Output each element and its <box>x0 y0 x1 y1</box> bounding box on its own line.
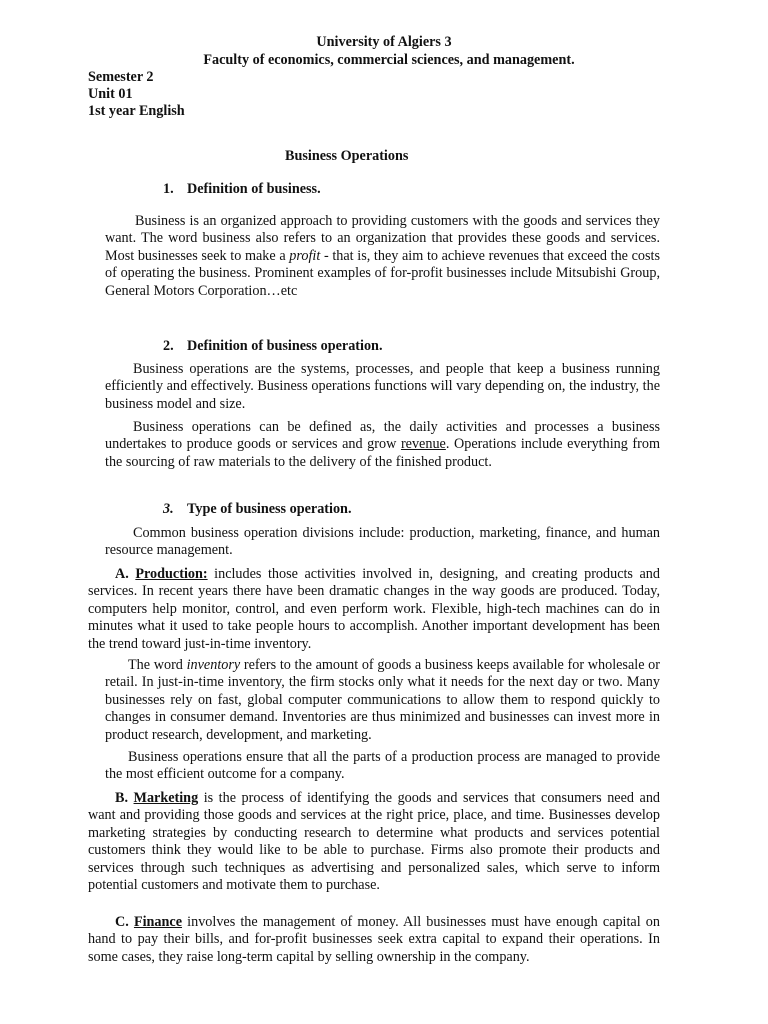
marketing-paragraph <box>88 790 660 894</box>
section3-intro: Common business operation divisions include: production, marketing, finance, and human resource management. <box>105 525 660 559</box>
document-title: Business Operations <box>285 148 409 164</box>
section1-heading <box>163 181 321 198</box>
level-label: 1st year English <box>88 103 185 119</box>
finance-term: Finance <box>133 914 183 930</box>
operations-ensure-paragraph: Business operations ensure that all the parts of a production process are managed to provide the most efficient outcome for a company. <box>105 749 660 783</box>
section2-paragraph-1: Business operations are the systems, processes, and people that keep a business running efficiently and effectively. Business operations functions will vary depending on, the industry, the business model and size. <box>105 361 660 412</box>
production-paragraph <box>88 566 660 653</box>
revenue-term: revenue <box>400 436 446 453</box>
section2-text-a: Business operations can be defined as, the daily activities and processes a business undertakes to produce goods or services and grow <box>105 419 660 453</box>
inventory-term: inventory <box>186 657 241 673</box>
marketing-letter: B. <box>115 790 129 806</box>
section2-paragraph-2 <box>105 419 660 471</box>
section1-title: Definition of business. <box>187 181 321 197</box>
section1-number: 1. <box>163 181 174 197</box>
production-letter: A. <box>115 566 129 582</box>
semester-label: Semester 2 <box>88 69 154 85</box>
faculty-name: Faculty of economics, commercial sciences, and management. <box>203 52 575 68</box>
university-name: University of Algiers 3 <box>316 34 452 50</box>
production-term: Production: <box>135 566 208 582</box>
inventory-text-b: refers to the amount of goods a business keeps available for wholesale or retail. In just-in-time inventory, the firm stocks only what it needs for the next day or two. Many businesses rely on fast, global computer communications to allow them to respond quickly to changes in consumer demand. Inventories are thus minimized and businesses can invest more in product research, development, and marketing. <box>105 657 660 743</box>
inventory-paragraph <box>105 657 660 744</box>
marketing-text: is the process of identifying the goods and services that consumers need and want and providing those goods and services at the right price, place, and time. Businesses develop marketing strategies by conducting research to determine what products and services potential customers think they would like to be able to purchase. Firms also promote their products and services through such techniques as advertising and personalized sales, which serve to inform potential customers and motivate them to purchase. <box>88 790 661 894</box>
inventory-text-a: The word <box>128 657 187 673</box>
section2-number: 2. <box>163 338 174 354</box>
section1-paragraph <box>105 213 660 300</box>
section1-text-b: - that is, they aim to achieve revenues that exceed the costs of operating the business. Prominent examples of for-profit businesses include Mitsubishi Group, General Motors Corporation…etc <box>105 247 660 299</box>
section1-text-a: Business is an organized approach to providing customers with the goods and services they want. The word business also refers to an organization that provides these goods and services. Most businesses seek to make a <box>105 213 660 264</box>
production-text: includes those activities involved in, designing, and creating products and services. In recent years there have been dramatic changes in the way goods are produced. Today, computers help monitor, control, and even perform work. Flexible, high-tech machines can do in minutes what it used to take people hours to accomplish. Another important development has been the trend toward just-in-time inventory. <box>88 566 660 652</box>
finance-letter: C. <box>115 914 129 930</box>
unit-label: Unit 01 <box>88 86 133 102</box>
profit-term: profit <box>289 247 321 264</box>
section3-number: 3. <box>163 501 174 517</box>
marketing-term: Marketing <box>133 790 199 806</box>
finance-text: involves the management of money. All businesses must have enough capital on hand to pay their bills, and for-profit businesses seek extra capital to expand their operations. In some cases, they raise long-term capital by selling ownership in the company. <box>88 914 660 965</box>
section2-text-b: . Operations include everything from the sourcing of raw materials to the delivery of the finished product. <box>105 436 660 470</box>
section2-title: Definition of business operation. <box>187 338 383 354</box>
section3-title: Type of business operation. <box>187 501 352 517</box>
section3-heading <box>163 501 352 518</box>
finance-paragraph <box>88 914 660 966</box>
section2-heading <box>163 338 383 355</box>
